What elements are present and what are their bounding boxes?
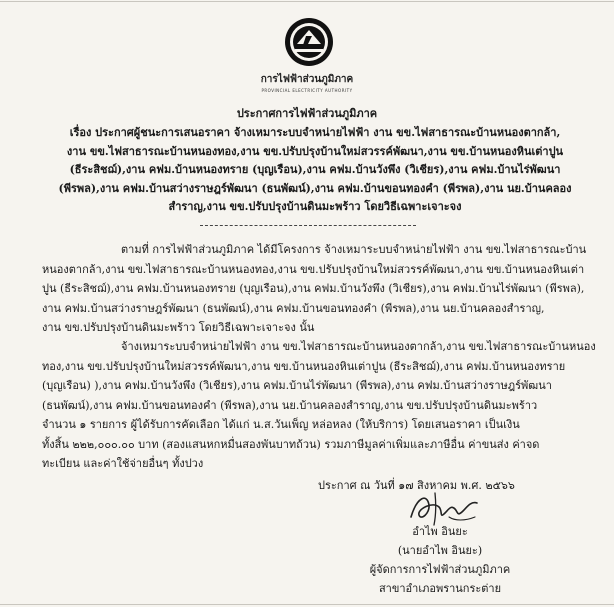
signatory-position: ผู้จัดการการไฟฟ้าส่วนภูมิภาค xyxy=(369,563,511,576)
signatory-block xyxy=(333,522,547,598)
paragraph-announcement xyxy=(42,240,602,338)
subject-block xyxy=(55,124,575,217)
subject-line: งาน ขข.ไฟสาธารณะบ้านหนองทอง,งาน ขข.ปรับปรุงบ้านใหม่สวรรค์พัฒนา,งาน ขข.บ้านหนองหินเต่าปูน xyxy=(66,144,564,158)
signatory-name: อำไพ อินยะ xyxy=(412,525,468,538)
pea-logo-icon xyxy=(283,16,335,68)
separator-line xyxy=(200,225,416,226)
document-title: ประกาศการไฟฟ้าส่วนภูมิภาค xyxy=(236,107,378,120)
subject-line: (พีรพล),งาน คฟม.บ้านสว่างราษฎร์พัฒนา (ธนพัฒน์),งาน คฟม.บ้านขอนทองคำ (พีรพล),งาน นย.บ้านคลอง xyxy=(58,181,572,195)
paragraph-line: ทะเบียน และค่าใช้จ่ายอื่นๆ ทั้งปวง xyxy=(42,457,204,470)
subject-line: (ธีระสิชฌ์),งาน คฟม.บ้านหนองทราย (บุญเรือน),งาน คฟม.บ้านวังพึง (วิเชียร),งาน คฟม.บ้านไร่พัฒนา xyxy=(69,163,561,176)
paragraph-line: ตามที่ การไฟฟ้าส่วนภูมิภาค ได้มีโครงการ จ้างเหมาระบบจำหน่ายไฟฟ้า งาน ขข.ไฟสาธารณะบ้าน xyxy=(121,243,587,256)
paragraph-line: ทอง,งาน ขข.ปรับปรุงบ้านใหม่สวรรค์พัฒนา,งาน ขข.บ้านหนองหินเต่าปูน (ธีระสิชฌ์),งาน คฟม.บ้านหนองทราย xyxy=(42,359,566,373)
paragraph-line: (ธนพัฒน์),งาน คฟม.บ้านขอนทองคำ (พีรพล),งาน นย.บ้านคลองสำราญ,งาน ขข.ปรับปรุงบ้านดินมะพร้าว xyxy=(42,398,538,412)
subject-line: สำราญ,งาน ขข.ปรับปรุงบ้านดินมะพร้าว โดยวิธีเฉพาะเจาะจง xyxy=(168,200,462,213)
paragraph-line: หนองตากล้า,งาน ขข.ไฟสาธารณะบ้านหนองทอง,งาน ขข.ปรับปรุงบ้านใหม่สวรรค์พัฒนา,งาน ขข.บ้านหนองหินเต่า xyxy=(42,262,585,276)
subject-line: เรื่อง ประกาศผู้ชนะการเสนอราคา จ้างเหมาระบบจำหน่ายไฟฟ้า งาน ขข.ไฟสาธารณะบ้านหนองตากล้า, xyxy=(69,126,561,139)
paragraph-line: งาน คฟม.บ้านสว่างราษฎร์พัฒนา (ธนพัฒน์),งาน คฟม.บ้านขอนทองคำ (พีรพล),งาน นย.บ้านคลองสำราญ, xyxy=(42,301,545,315)
org-name-english: PROVINCIAL ELECTRICITY AUTHORITY xyxy=(261,88,353,93)
paragraph-line: ทั้งสิ้น ๒๒๒,๐๐๐.๐๐ บาท (สองแสนหกหมื่นสองพันบาทถ้วน) รวมภาษีมูลค่าเพิ่มและภาษีอื่น ค่าขนส่ง ค่าจด xyxy=(42,437,540,451)
scan-edge-bottom xyxy=(0,604,614,605)
announcement-date: ประกาศ ณ วันที่ ๑๗ สิงหาคม พ.ศ. ๒๕๖๖ xyxy=(318,479,515,492)
signatory-full-name: (นายอำไพ อินยะ) xyxy=(397,544,483,557)
paragraph-line: (บุญเรือน) ),งาน คฟม.บ้านวังพึง (วิเชียร),งาน คฟม.บ้านไร่พัฒนา (พีรพล),งาน คฟม.บ้านสว่างราษฎร์พัฒนา xyxy=(42,379,552,392)
paragraph-line: จ้างเหมาระบบจำหน่ายไฟฟ้า งาน ขข.ไฟสาธารณะบ้านหนองตากล้า,งาน ขข.ไฟสาธารณะบ้านหนอง xyxy=(121,340,596,353)
org-name-thai: การไฟฟ้าส่วนภูมิภาค xyxy=(260,74,354,85)
org-name-block xyxy=(0,72,614,93)
paragraph-line: งาน ขข.ปรับปรุงบ้านดินมะพร้าว โดยวิธีเฉพาะเจาะจง นั้น xyxy=(42,321,315,334)
paragraph-line: จำนวน ๑ รายการ ผู้ได้รับการคัดเลือก ได้แก่ น.ส.วันเพ็ญ หล่อหลง (ให้บริการ) โดยเสนอราคา เป็นเงิน xyxy=(42,418,520,431)
scan-edge-top xyxy=(0,1,614,2)
signatory-branch: สาขาอำเภอพรานกระต่าย xyxy=(378,582,502,595)
paragraph-line: ปูน (ธีระสิชฌ์),งาน คฟม.บ้านหนองทราย (บุญเรือน),งาน คฟม.บ้านวังพึง (วิเชียร),งาน คฟม.บ้านไร่พัฒนา (พีรพล), xyxy=(42,282,585,295)
paragraph-winner xyxy=(42,337,602,474)
